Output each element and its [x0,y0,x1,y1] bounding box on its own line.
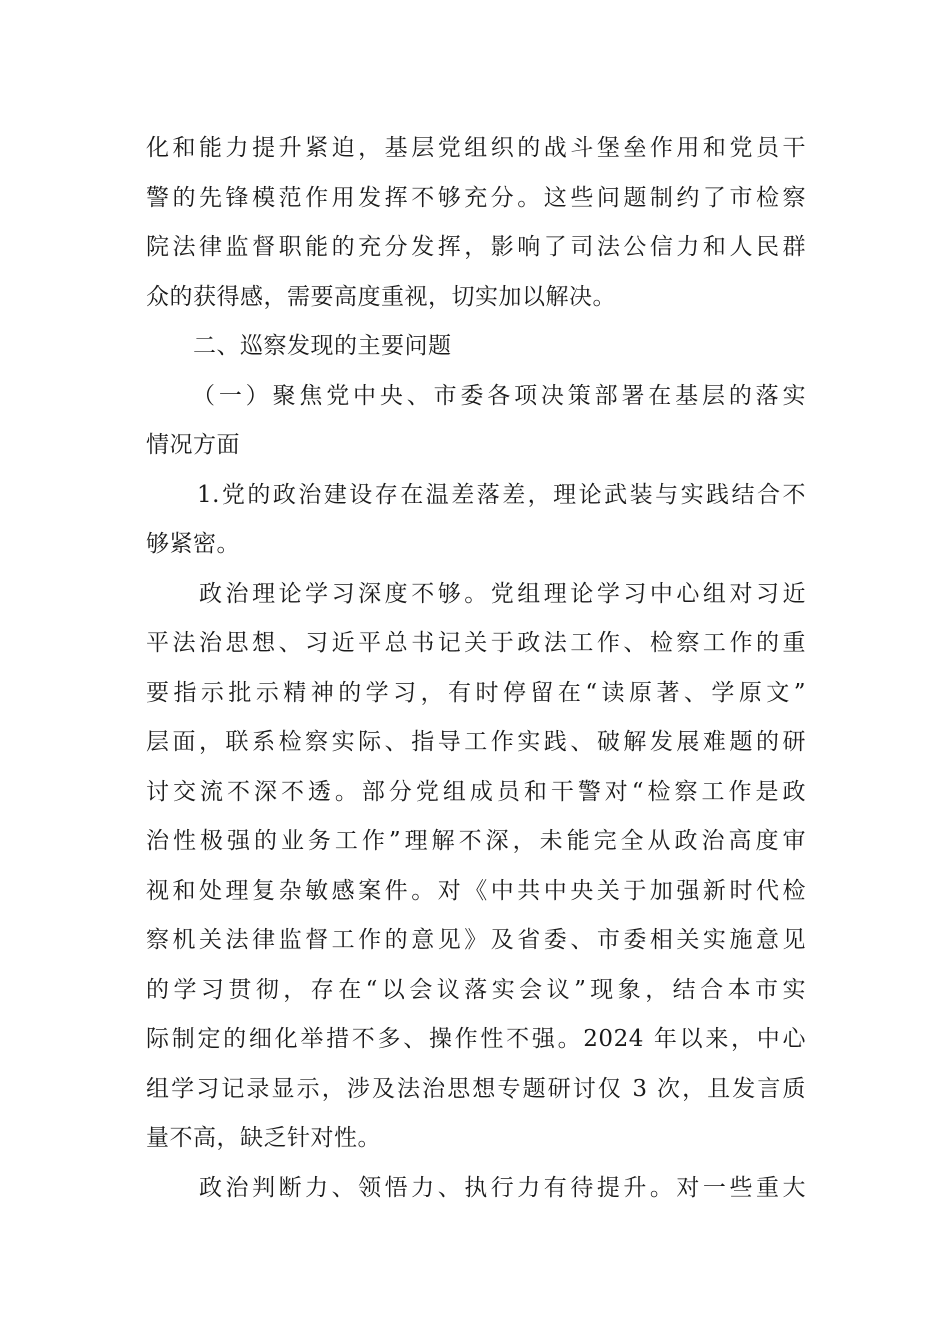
text-line: 要指示批示精神的学习，有时停留在“读原著、学原文” [146,679,806,706]
text-line: 察机关法律监督工作的意见》及省委、市委相关实施意见 [146,927,806,953]
text-line: 际制定的细化举措不多、操作性不强。2024 年以来，中心 [146,1026,806,1052]
text-line: 量不高，缺乏针对性。 [146,1125,381,1151]
heading-line: 情况方面 [146,432,240,458]
subsection-heading-central-decisions [146,372,806,471]
text-line: 层面，联系检察实际、指导工作实践、破解发展难题的研 [146,729,806,755]
text-line: 组学习记录显示，涉及法治思想专题研讨仅 3 次，且发言质 [146,1075,806,1102]
text-line: 院法律监督职能的充分发挥，影响了司法公信力和人民群 [146,234,806,260]
text-line: 警的先锋模范作用发挥不够充分。这些问题制约了市检察 [146,184,806,211]
heading-line: 二、巡察发现的主要问题 [146,333,452,359]
text-line: 平法治思想、习近平总书记关于政法工作、检察工作的重 [146,630,806,656]
text-line: 治性极强的业务工作”理解不深，未能完全从政治高度审 [146,828,806,854]
text-line: 化和能力提升紧迫，基层党组织的战斗堡垒作用和党员干 [146,135,806,161]
section-heading-main-problems [146,322,806,372]
text-line: 众的获得感，需要高度重视，切实加以解决。 [146,283,616,310]
paragraph-political-judgment [146,1164,806,1214]
text-line: 讨交流不深不透。部分党组成员和干警对“检察工作是政 [146,778,806,805]
item-heading-political-construction [146,471,806,570]
text-line: 的学习贯彻，存在“以会议落实会议”现象，结合本市实 [146,976,806,1003]
heading-line: （一）聚焦党中央、市委各项决策部署在基层的落实 [192,382,806,409]
heading-line: 1.党的政治建设存在温差落差，理论武装与实践结合不 [146,481,806,508]
text-line: 政治判断力、领悟力、执行力有待提升。对一些重大 [146,1174,806,1201]
heading-line: 够紧密。 [146,531,240,557]
paragraph-intro-continuation [146,124,806,322]
paragraph-theory-study [146,570,806,1164]
text-line: 政治理论学习深度不够。党组理论学习中心组对习近 [146,580,806,607]
document-page [146,124,806,1213]
text-line: 视和处理复杂敏感案件。对《中共中央关于加强新时代检 [146,877,806,904]
